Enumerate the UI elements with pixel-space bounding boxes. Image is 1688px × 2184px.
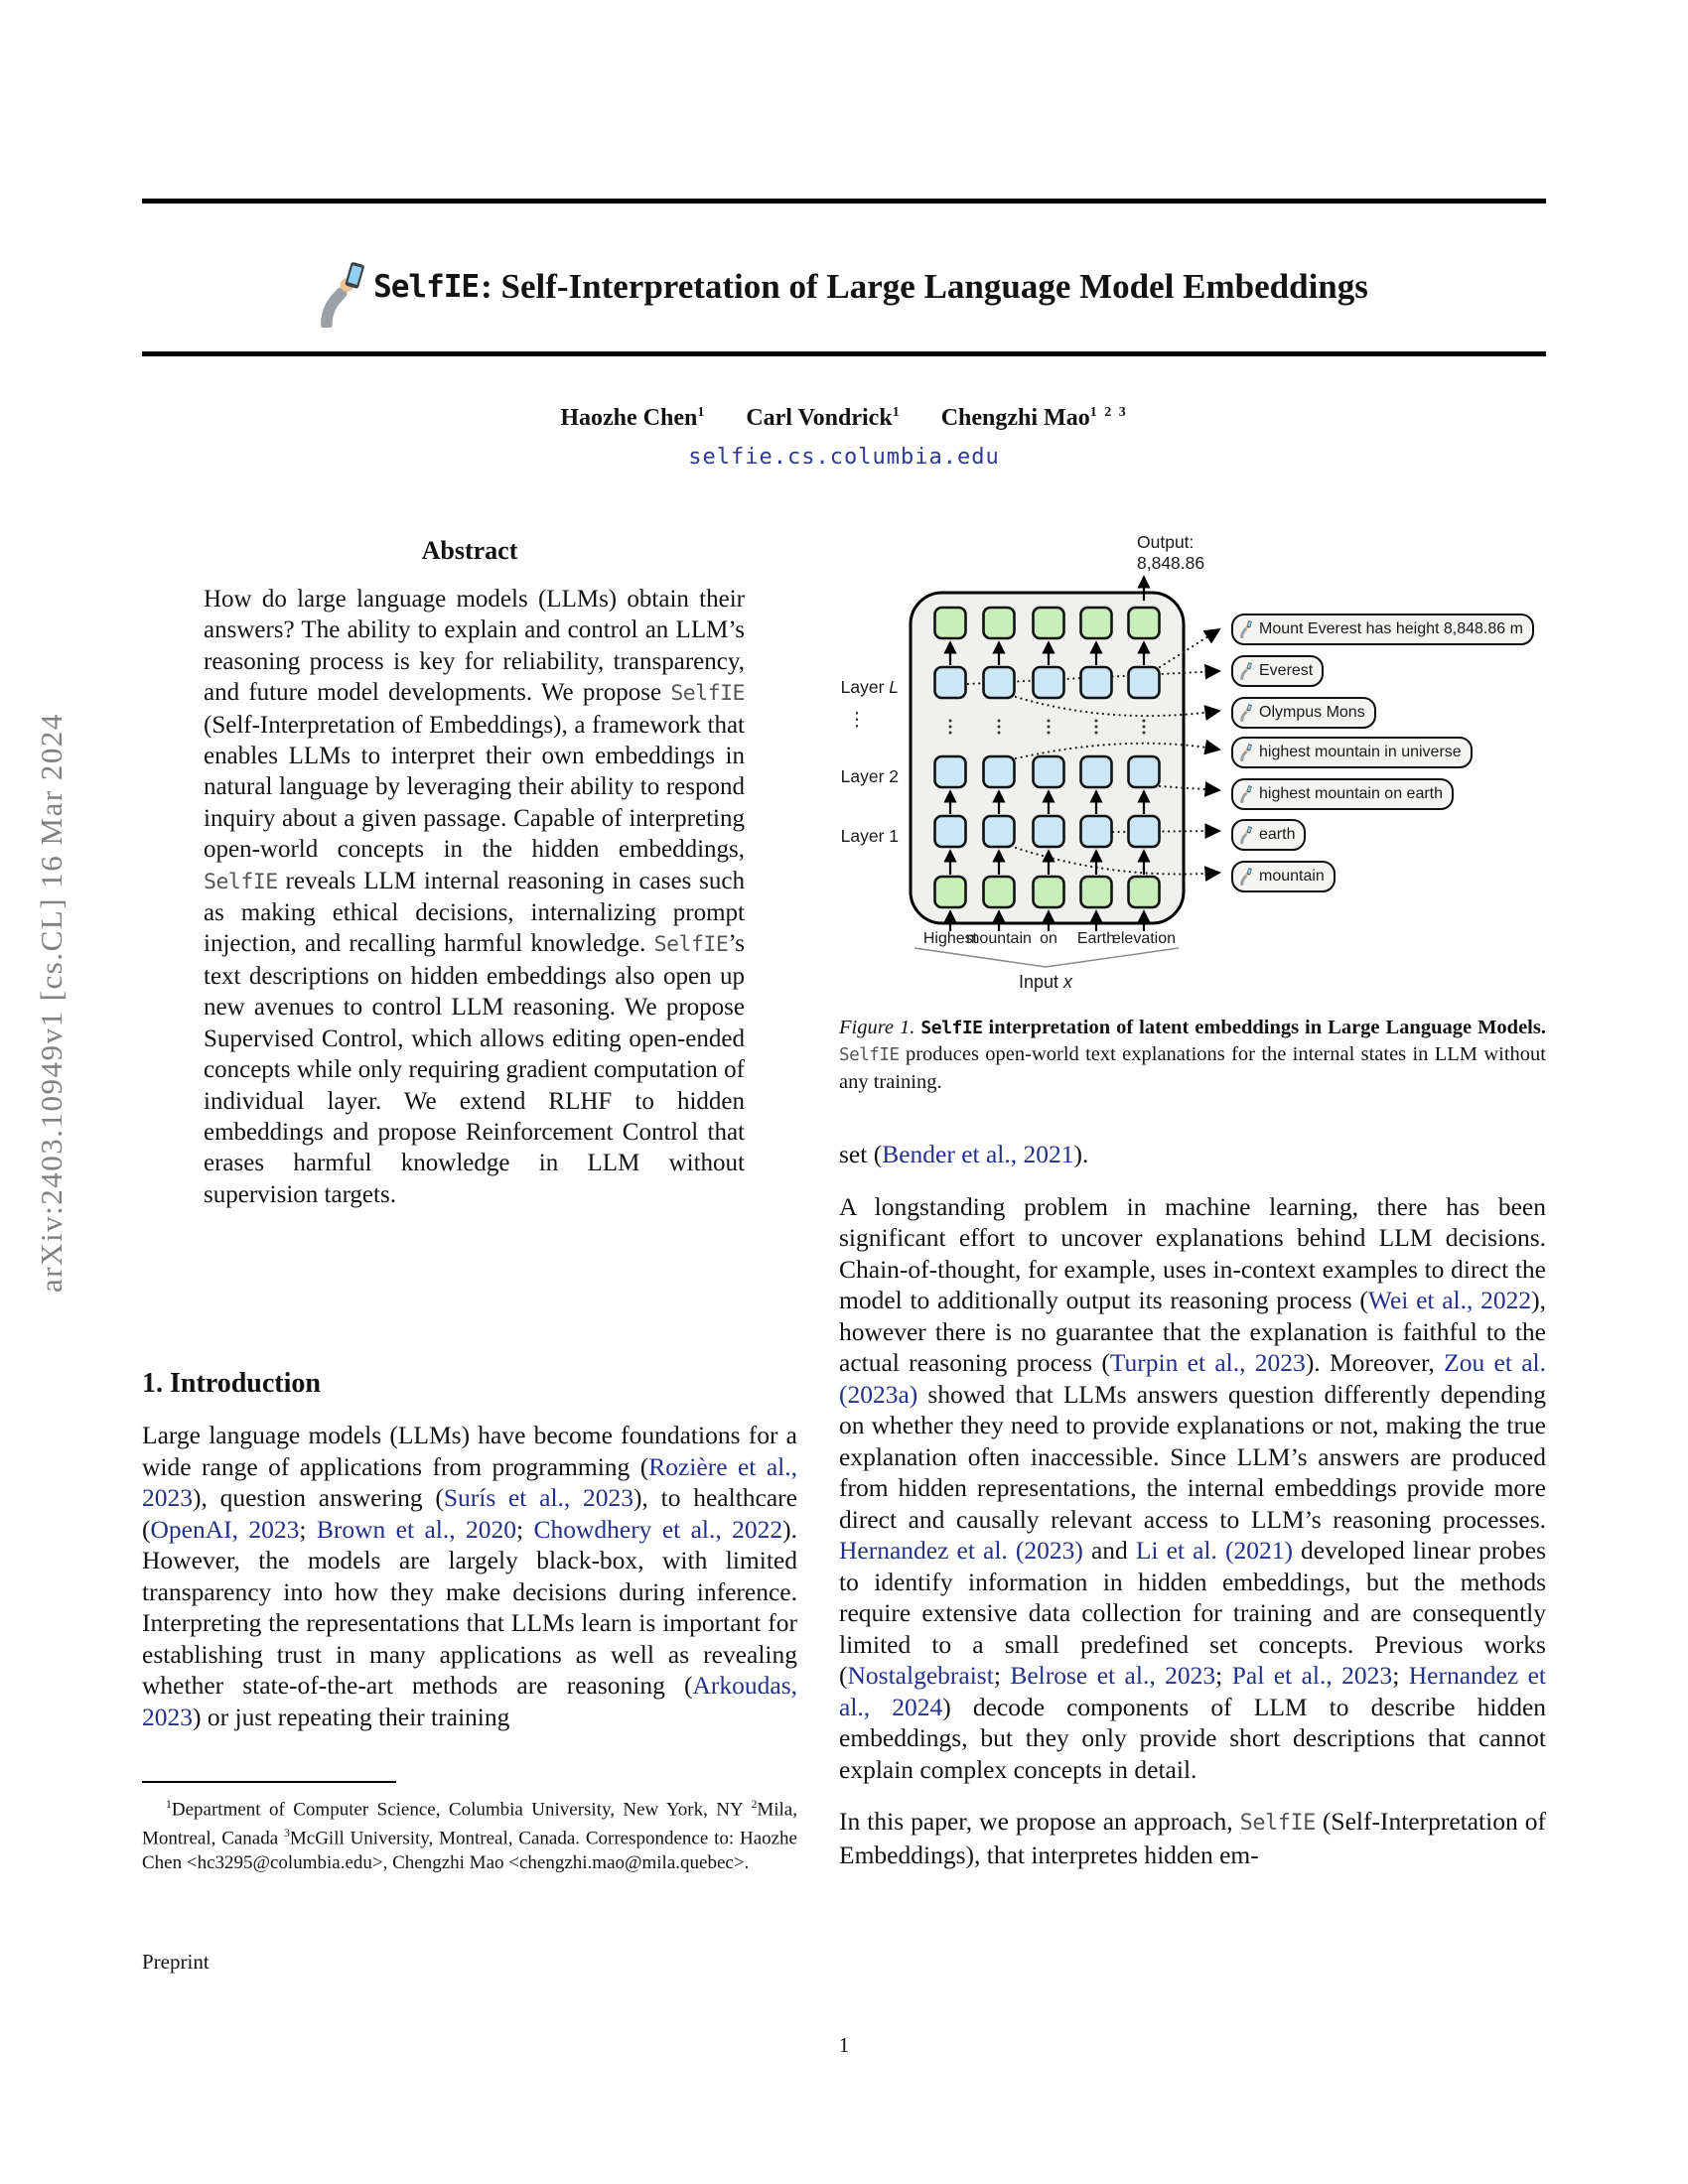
interpretation-callout bbox=[1231, 655, 1324, 687]
layer-1-label: Layer 1 bbox=[840, 826, 899, 846]
selfie-emoji-icon bbox=[1240, 785, 1253, 803]
text-segment: SelfIE bbox=[204, 869, 278, 894]
text-segment: ; bbox=[299, 1514, 317, 1544]
author bbox=[941, 405, 1128, 431]
paragraph bbox=[839, 1191, 1546, 1786]
section-heading-introduction: 1. Introduction bbox=[142, 1368, 321, 1399]
site-url-link[interactable]: selfie.cs.columbia.edu bbox=[688, 445, 1000, 470]
introduction-paragraph bbox=[142, 1420, 797, 1732]
citation-link[interactable]: OpenAI, 2023 bbox=[150, 1514, 300, 1544]
author-name: Haozhe Chen bbox=[560, 405, 698, 431]
input-token: Earth bbox=[1076, 930, 1116, 947]
citation-link[interactable]: Zou et al. (2023a) bbox=[839, 1348, 1547, 1409]
citation-link[interactable]: Turpin et al., 2023 bbox=[1109, 1348, 1306, 1377]
text-segment: showed that LLMs answers question differently depending on whether they need to provide explanations or not, making the true explanation often inaccessible. Since LLM’s answers are produced from hidden representations, the internal embeddings provide more direct and causally relevant access to LLM’s reasoning processes. bbox=[839, 1379, 1546, 1534]
input-brace bbox=[914, 948, 1179, 967]
citation-link[interactable]: Chowdhery et al., 2022 bbox=[533, 1514, 783, 1544]
selfie-emoji-icon bbox=[1240, 620, 1253, 638]
author-affiliation-sup: 1 bbox=[892, 405, 902, 420]
text-segment: and bbox=[1082, 1536, 1136, 1565]
text-segment: ). bbox=[1073, 1140, 1089, 1168]
citation-link[interactable]: Nostalgebraist bbox=[847, 1661, 994, 1690]
footnote-rule bbox=[142, 1781, 396, 1783]
text-segment: ; bbox=[1215, 1661, 1232, 1690]
citation-link[interactable]: Hernandez et al. (2023) bbox=[839, 1536, 1083, 1565]
right-column-text bbox=[839, 1139, 1546, 1891]
callout-text: Mount Everest has height 8,848.86 m bbox=[1259, 620, 1523, 637]
text-segment: Large language models (LLMs) have become foundations for a wide range of applications from programming ( bbox=[142, 1421, 797, 1481]
text-segment: reveals LLM internal reasoning in cases such as making ethical decisions, internalizing prompt injection, and recalling harmful knowledge. bbox=[204, 867, 745, 958]
interpretation-callout bbox=[1231, 614, 1534, 645]
text-segment: (Self-Interpretation of Embeddings), a framework that enables LLMs to interpret their own embeddings in natural language by leveraging their ability to respond inquiry about a given passage. Capable of interpreting open-world concepts in the hidden embeddings, bbox=[204, 711, 745, 864]
citation-link[interactable]: Rozière et al., 2023 bbox=[142, 1451, 797, 1512]
interpretation-callout bbox=[1231, 737, 1473, 768]
text-segment: ; bbox=[993, 1661, 1011, 1690]
text-segment: x bbox=[1063, 972, 1073, 992]
input-label bbox=[1019, 972, 1072, 993]
text-segment: ’s text descriptions on hidden embeddings also open up new avenues to control LLM reasoning. We propose Supervised Control, which allows editing open-ended concepts while only requiring gradient computation of individual layer. We extend RLHF to hidden embeddings and propose Reinforcement Control that erases harmful knowledge in LLM without supervision targets. bbox=[204, 930, 745, 1208]
author-line bbox=[0, 405, 1688, 432]
figure-1 bbox=[839, 531, 1546, 1010]
page-number: 1 bbox=[838, 2033, 850, 2057]
text-segment: 2 bbox=[751, 1798, 758, 1811]
text-segment: SelfIE bbox=[920, 1018, 983, 1038]
title-brand: SelfIE bbox=[373, 269, 480, 305]
input-token: mountain bbox=[966, 930, 1032, 947]
text-segment: Input bbox=[1018, 972, 1064, 992]
callout-text: earth bbox=[1259, 826, 1296, 843]
text-segment: SelfIE bbox=[653, 932, 729, 958]
text-segment: ; bbox=[515, 1514, 534, 1544]
preprint-label: Preprint bbox=[142, 1950, 210, 1974]
text-segment: developed linear probes to identify information in hidden embeddings, but the methods require extensive data collection for training and are consequently limited to a small predefined set concepts. Previous works ( bbox=[839, 1536, 1547, 1690]
mid-rule bbox=[142, 351, 1546, 356]
text-segment: Mila, Montreal, Canada bbox=[142, 1799, 797, 1849]
output-label bbox=[1137, 532, 1204, 574]
author-affiliation-sup: 1 2 3 bbox=[1089, 405, 1128, 420]
author-affiliation-sup: 1 bbox=[697, 405, 707, 420]
footnote-text bbox=[142, 1793, 797, 1875]
text-segment: ) decode components of LLM to describe hidden embeddings, but they only provide short descriptions that cannot explain complex concepts in detail. bbox=[839, 1692, 1547, 1784]
citation-link[interactable]: Hernandez et al., 2024 bbox=[839, 1661, 1547, 1721]
text-segment: set ( bbox=[839, 1140, 883, 1168]
selfie-emoji-icon bbox=[1240, 744, 1253, 761]
input-token: Highest bbox=[922, 930, 978, 947]
author-name: Carl Vondrick bbox=[746, 405, 893, 431]
author bbox=[560, 405, 706, 431]
text-segment: Figure 1. bbox=[839, 1017, 921, 1038]
text-segment: ), however there is no guarantee that the explanation is faithful to the actual reasoning process ( bbox=[839, 1286, 1546, 1377]
text-segment: Layer bbox=[840, 677, 890, 697]
text-segment: ; bbox=[1392, 1661, 1409, 1690]
abstract-text bbox=[204, 584, 745, 1210]
selfie-emoji-icon bbox=[1240, 662, 1253, 680]
interpretation-callout bbox=[1231, 819, 1306, 851]
interpretation-callout bbox=[1231, 861, 1336, 892]
text-segment: ). Moreover, bbox=[1305, 1348, 1445, 1377]
callout-text: Olympus Mons bbox=[1259, 704, 1365, 721]
layer-ellipsis-label: ⋮ bbox=[847, 710, 867, 731]
selfie-emoji-icon bbox=[320, 262, 369, 328]
paper-title bbox=[142, 234, 1546, 340]
abstract-heading: Abstract bbox=[421, 536, 518, 565]
text-segment: ), question answering ( bbox=[193, 1483, 444, 1512]
citation-link[interactable]: Surís et al., 2023 bbox=[443, 1483, 634, 1512]
text-segment: SelfIE bbox=[670, 681, 745, 707]
text-segment: SelfIE bbox=[839, 1045, 900, 1065]
interpretation-callout bbox=[1231, 697, 1376, 729]
callout-text: highest mountain in universe bbox=[1259, 744, 1462, 760]
text-segment: McGill University, Montreal, Canada. Correspondence to: Haozhe Chen <hc3295@columbia.edu>, Chengzhi Mao <chengzhi.mao@mila.quebec>. bbox=[142, 1828, 797, 1873]
text-segment: ). However, the models are largely black-box, with limited transparency into how they make decisions during inference. Interpreting the representations that LLMs learn is important for establishing trust in many applications as well as revealing whether state-of-the-art methods are reasoning ( bbox=[142, 1514, 797, 1700]
text-segment: In this paper, we propose an approach, bbox=[839, 1807, 1240, 1836]
layer-2-label: Layer 2 bbox=[840, 766, 899, 786]
figure-caption bbox=[839, 1015, 1546, 1096]
text-segment: interpretation of latent embeddings in Large Language Models. bbox=[982, 1017, 1546, 1038]
text-segment: A longstanding problem in machine learning, there has been significant effort to uncover explanations behind LLM decisions. Chain-of-thought, for example, uses in-context examples to direct the model to additionally output its reasoning process ( bbox=[839, 1191, 1546, 1314]
callout-text: Everest bbox=[1259, 662, 1314, 679]
text-segment: L bbox=[889, 677, 899, 697]
citation-link[interactable]: Wei et al., 2022 bbox=[1367, 1286, 1532, 1314]
text-segment: Department of Computer Science, Columbia University, New York, NY bbox=[171, 1799, 752, 1821]
interpretation-callout bbox=[1231, 778, 1454, 810]
text-segment: (Self-Interpretation of Embeddings), that interpretes hidden em- bbox=[839, 1807, 1546, 1869]
output-value: 8,848.86 bbox=[1137, 553, 1205, 573]
citation-link[interactable]: Belrose et al., 2023 bbox=[1010, 1661, 1216, 1690]
text-segment: ) or just repeating their training bbox=[193, 1702, 510, 1731]
citation-link[interactable]: Pal et al., 2023 bbox=[1231, 1661, 1393, 1690]
output-caption: Output: bbox=[1137, 532, 1195, 552]
author-name: Chengzhi Mao bbox=[940, 405, 1090, 431]
citation-link[interactable]: Li et al. (2021) bbox=[1135, 1536, 1293, 1565]
text-segment: 3 bbox=[283, 1827, 290, 1841]
input-token: on bbox=[1040, 930, 1057, 947]
text-segment: 1 bbox=[166, 1798, 172, 1811]
input-token: elevation bbox=[1111, 930, 1177, 947]
text-segment: ), to healthcare ( bbox=[142, 1483, 797, 1544]
text-segment: SelfIE bbox=[1239, 1811, 1316, 1836]
title-text: : Self-Interpretation of Large Language Model Embeddings bbox=[481, 267, 1368, 306]
citation-link[interactable]: Arkoudas, 2023 bbox=[142, 1671, 797, 1731]
citation-link[interactable]: Bender et al., 2021 bbox=[882, 1140, 1074, 1168]
arxiv-watermark: arXiv:2403.10949v1 [cs.CL] 16 Mar 2024 bbox=[34, 713, 69, 1293]
paragraph bbox=[839, 1806, 1546, 1870]
callout-text: mountain bbox=[1259, 868, 1325, 885]
top-rule bbox=[142, 199, 1546, 204]
paragraph bbox=[839, 1139, 1546, 1170]
layer-L-label bbox=[835, 677, 899, 698]
selfie-emoji-icon bbox=[1240, 704, 1253, 722]
author bbox=[746, 405, 901, 431]
selfie-emoji-icon bbox=[1240, 868, 1253, 886]
selfie-emoji-icon bbox=[1240, 826, 1253, 844]
text-segment: How do large language models (LLMs) obtain their answers? The ability to explain and control an LLM’s reasoning process is key for reliability, transparency, and future model developments. We propose bbox=[204, 586, 745, 707]
text-segment: produces open-world text explanations for the internal states in LLM without any training. bbox=[839, 1043, 1546, 1093]
citation-link[interactable]: Brown et al., 2020 bbox=[316, 1514, 516, 1544]
callout-text: highest mountain on earth bbox=[1259, 785, 1444, 802]
